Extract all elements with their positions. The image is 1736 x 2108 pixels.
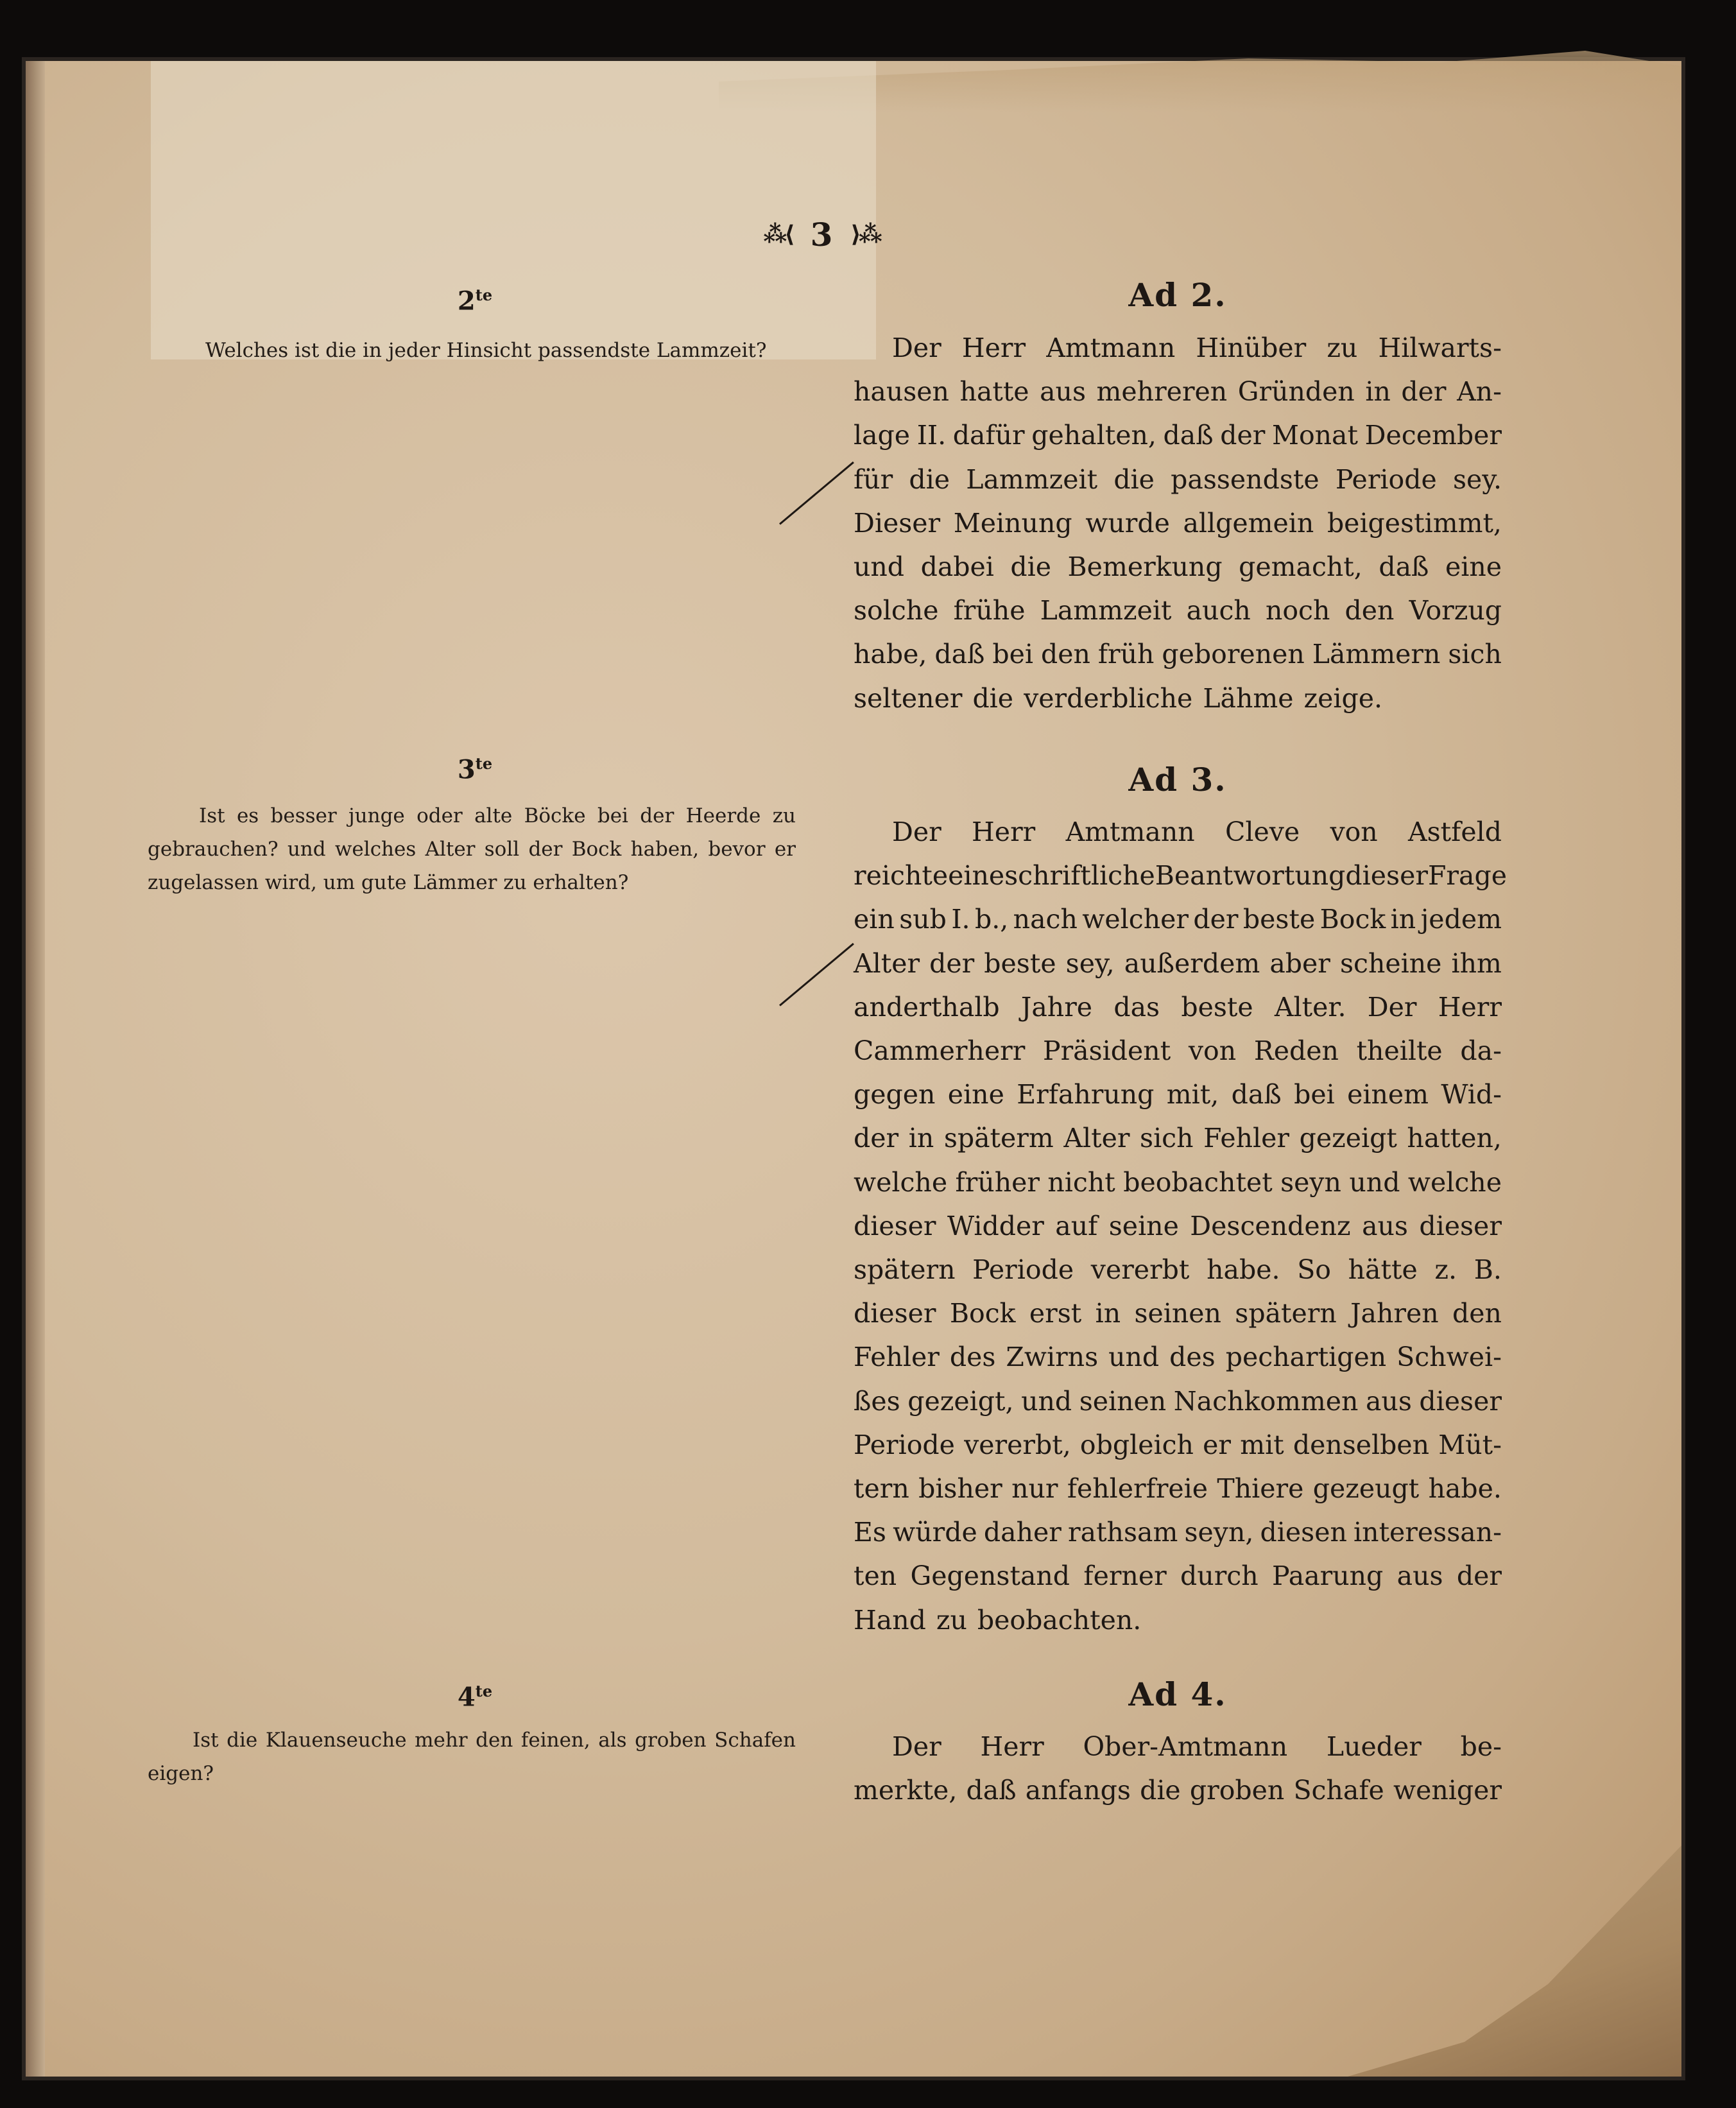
word: scheine <box>1339 947 1442 979</box>
word: denselben <box>1293 1429 1430 1460</box>
word: Cammerherr <box>854 1035 1026 1067</box>
word: den <box>1452 1298 1502 1329</box>
word: schriftliche <box>1004 860 1155 892</box>
word: habe, <box>854 639 927 670</box>
word: Widder <box>947 1210 1044 1241</box>
word: anfangs <box>1025 1775 1131 1806</box>
word: dieser <box>1419 1210 1502 1241</box>
word: dabei <box>920 551 994 583</box>
page-number: 3 <box>810 215 833 254</box>
word: des <box>949 1342 996 1373</box>
pasted-slip <box>151 61 876 359</box>
word: Thiere <box>1217 1473 1304 1505</box>
word: II. <box>916 420 947 451</box>
word: Amtmann <box>1046 333 1176 363</box>
word: Der <box>892 333 941 363</box>
word: sich <box>1448 639 1502 670</box>
text-line <box>854 545 1502 589</box>
word: Jahre <box>1020 991 1093 1023</box>
ornament-left: ⁂⟨ <box>763 221 793 248</box>
word: daß <box>1163 420 1214 451</box>
word: habe. <box>1207 1254 1280 1286</box>
word: lage <box>854 420 911 451</box>
word: zu <box>936 1604 967 1636</box>
word: Es <box>854 1517 886 1548</box>
text-line <box>854 985 1502 1029</box>
word: gehalten, <box>1031 420 1156 451</box>
word: ten <box>854 1560 897 1592</box>
word: die <box>909 463 950 495</box>
word: Lämmern <box>1312 639 1441 670</box>
word: der <box>854 1123 899 1154</box>
word: welcher <box>1082 904 1189 935</box>
word: Schafe <box>1293 1775 1384 1806</box>
word: B. <box>1474 1254 1502 1286</box>
word: Dieser <box>854 507 941 539</box>
text-line <box>854 1598 1502 1642</box>
word: So <box>1297 1254 1331 1286</box>
torn-corner <box>1348 1845 1681 2077</box>
word: früh <box>1097 639 1155 670</box>
text-line <box>854 1292 1502 1335</box>
text-line <box>854 632 1502 676</box>
word: eine <box>947 1079 1004 1110</box>
word: einem <box>1347 1079 1429 1110</box>
text-line <box>854 1335 1502 1379</box>
question-label-2 <box>436 286 513 316</box>
word: Bock <box>949 1298 1016 1329</box>
word: diesen <box>1260 1517 1347 1548</box>
word: da- <box>1460 1035 1502 1067</box>
word: sey. <box>1452 463 1502 495</box>
word: Der <box>892 1731 941 1762</box>
word: Reden <box>1253 1035 1339 1067</box>
word: Herr <box>1438 991 1502 1023</box>
word: die <box>1010 551 1052 583</box>
word: auf <box>1055 1210 1098 1241</box>
text-line <box>854 810 1502 854</box>
word: weniger <box>1393 1775 1502 1806</box>
word: in <box>1095 1298 1121 1329</box>
word: seyn, <box>1184 1517 1254 1548</box>
text-line <box>854 458 1502 501</box>
word: Herr <box>961 333 1026 363</box>
word: Lueder <box>1326 1731 1422 1762</box>
text-line <box>854 1423 1502 1467</box>
question-number: 4 <box>457 1682 476 1713</box>
word: Periode <box>854 1429 955 1460</box>
word: frühe <box>953 595 1026 626</box>
word: Amtmann <box>1065 816 1195 847</box>
word: von <box>1330 816 1378 847</box>
text-line <box>854 897 1502 941</box>
word: außerdem <box>1124 947 1260 979</box>
word: gemacht, <box>1239 551 1362 583</box>
text-line <box>854 854 1507 897</box>
word: in <box>908 1123 934 1154</box>
word: den <box>1345 595 1395 626</box>
word: b., <box>974 904 1009 935</box>
question-text-2: Welches ist die in jeder Hinsicht passendste Lammzeit? <box>205 339 767 362</box>
word: er <box>1203 1429 1232 1460</box>
word: ein <box>854 904 895 935</box>
word: allgemein <box>1183 507 1314 539</box>
word: interessan- <box>1354 1517 1502 1548</box>
word: für <box>854 463 893 495</box>
word: December <box>1364 420 1502 451</box>
word: wurde <box>1085 507 1170 539</box>
word: Herr <box>980 1731 1044 1762</box>
word: geborenen <box>1162 639 1305 670</box>
word: merkte, <box>854 1775 958 1806</box>
word: aber <box>1269 947 1330 979</box>
word: der <box>1220 420 1266 451</box>
word: daß <box>1231 1079 1282 1110</box>
text-line <box>854 1204 1502 1248</box>
word: obgleich <box>1079 1429 1194 1460</box>
answer-paragraph-2 <box>854 326 1502 720</box>
word: Alter. <box>1274 991 1346 1023</box>
word: Müt- <box>1438 1429 1502 1460</box>
word: noch <box>1265 595 1330 626</box>
word: aus <box>1362 1210 1408 1241</box>
answer-heading-2: Ad 2. <box>1128 276 1227 314</box>
answer-paragraph-4 <box>854 1725 1502 1812</box>
word: hatte <box>959 376 1029 408</box>
text-line <box>854 326 1502 370</box>
word: Bock <box>1319 904 1386 935</box>
word: beste <box>984 947 1056 979</box>
word: I. <box>951 904 970 935</box>
word: durch <box>1180 1560 1259 1592</box>
word: das <box>1113 991 1160 1023</box>
word: ferner <box>1083 1560 1167 1592</box>
word: spätern <box>1235 1298 1337 1329</box>
word: seinen <box>1079 1385 1167 1417</box>
word: Alter <box>1063 1123 1130 1154</box>
word: Hand <box>854 1604 926 1636</box>
word: Lähme <box>1203 682 1294 714</box>
word: Bemerkung <box>1067 551 1223 583</box>
word: bei <box>992 639 1034 670</box>
word: Fehler <box>1203 1123 1290 1154</box>
word: würde <box>893 1517 977 1548</box>
word: be- <box>1460 1731 1502 1762</box>
question-label-3 <box>436 754 513 784</box>
word: späterm <box>943 1123 1054 1154</box>
word: Gründen <box>1237 376 1355 408</box>
question-number: 3 <box>457 754 476 785</box>
text-line <box>854 1379 1502 1423</box>
word: groben <box>1189 1775 1285 1806</box>
word: spätern <box>854 1254 956 1286</box>
word: Periode <box>1335 463 1437 495</box>
text-line <box>854 1073 1502 1116</box>
word: und <box>854 551 905 583</box>
text-line <box>854 1467 1502 1510</box>
word: beobachten. <box>977 1604 1142 1636</box>
word: beobachtet <box>1123 1166 1273 1198</box>
word: welche <box>854 1166 948 1198</box>
word: ihm <box>1451 947 1502 979</box>
page-header <box>725 212 918 257</box>
word: rathsam <box>1068 1517 1178 1548</box>
word: erst <box>1029 1298 1082 1329</box>
word: pechartigen <box>1225 1342 1387 1373</box>
word: ßes <box>854 1385 900 1417</box>
text-line <box>854 1554 1502 1598</box>
word: beigestimmt, <box>1327 507 1502 539</box>
word: Periode <box>972 1254 1074 1286</box>
word: mit <box>1240 1429 1284 1460</box>
page-gutter <box>26 61 45 2077</box>
word: Wid- <box>1441 1079 1502 1110</box>
question-suffix: te <box>475 1682 493 1700</box>
word: aus <box>1040 376 1086 408</box>
word: und <box>1021 1385 1072 1417</box>
word: seyn <box>1280 1166 1341 1198</box>
word: sey, <box>1065 947 1115 979</box>
word: eine <box>948 860 1005 892</box>
word: die <box>972 682 1014 714</box>
word: tern <box>854 1473 909 1505</box>
word: zu <box>1327 333 1358 363</box>
word: Schwei- <box>1397 1342 1502 1373</box>
word: Herr <box>972 816 1036 847</box>
word: dafür <box>952 420 1025 451</box>
word: nicht <box>1047 1166 1115 1198</box>
word: gezeigt <box>1299 1123 1397 1154</box>
word: von <box>1188 1035 1237 1067</box>
word: daß <box>1379 551 1429 583</box>
word: welche <box>1407 1166 1502 1198</box>
word: Beantwortung <box>1155 860 1346 892</box>
word: Zwirns <box>1006 1342 1099 1373</box>
text-line <box>854 1510 1502 1554</box>
question-label-4 <box>436 1682 513 1712</box>
word: auch <box>1186 595 1251 626</box>
text-line <box>854 1161 1502 1204</box>
word: aus <box>1397 1560 1443 1592</box>
text-line <box>854 942 1502 985</box>
word: bisher <box>918 1473 1002 1505</box>
word: Erfahrung <box>1017 1079 1155 1110</box>
word: und <box>1108 1342 1160 1373</box>
word: mehreren <box>1096 376 1228 408</box>
answer-paragraph-3 <box>854 810 1507 1642</box>
word: Lammzeit <box>966 463 1098 495</box>
word: Hilwarts- <box>1378 333 1502 363</box>
word: sich <box>1140 1123 1194 1154</box>
word: anderthalb <box>854 991 1000 1023</box>
word: daher <box>983 1517 1061 1548</box>
question-text-3: Ist es besser junge oder alte Böcke bei der Heerde zu gebrauchen? und welches Alter soll der Bock haben, bevor er zugelassen wird, um gute Lämmer zu erhalten? <box>148 804 796 894</box>
text-line <box>854 1768 1502 1812</box>
word: An- <box>1457 376 1502 408</box>
word: Astfeld <box>1408 816 1502 847</box>
word: nach <box>1013 904 1078 935</box>
text-line <box>854 1725 1502 1768</box>
word: Lammzeit <box>1040 595 1172 626</box>
word: die <box>1113 463 1155 495</box>
word: und <box>1349 1166 1400 1198</box>
word: hausen <box>854 376 949 408</box>
word: Hinüber <box>1196 333 1307 363</box>
word: der <box>929 947 975 979</box>
answer-heading-3: Ad 3. <box>1128 761 1227 799</box>
word: Jahren <box>1350 1298 1439 1329</box>
question-text-4: Ist die Klauenseuche mehr den feinen, als groben Schafen eigen? <box>148 1729 796 1785</box>
word: Fehler <box>854 1342 940 1373</box>
word: Vorzug <box>1409 595 1502 626</box>
word: beste <box>1181 991 1253 1023</box>
word: die <box>1140 1775 1181 1806</box>
text-line <box>854 1029 1502 1073</box>
word: hätte <box>1348 1254 1418 1286</box>
word: beste <box>1242 904 1316 935</box>
question-suffix: te <box>475 286 493 304</box>
question-suffix: te <box>475 754 493 773</box>
word: dieser <box>1345 860 1428 892</box>
word: eine <box>1445 551 1502 583</box>
word: Der <box>892 816 941 847</box>
word: theilte <box>1356 1035 1443 1067</box>
word: Alter <box>854 947 920 979</box>
ornament-right: ⟩⁂ <box>850 221 880 248</box>
word: bei <box>1294 1079 1335 1110</box>
word: Paarung <box>1272 1560 1384 1592</box>
word: aus <box>1365 1385 1412 1417</box>
word: Descendenz <box>1190 1210 1351 1241</box>
word: Frage <box>1427 860 1507 892</box>
text-line <box>854 370 1502 413</box>
word: seine <box>1108 1210 1179 1241</box>
word: z. <box>1434 1254 1457 1286</box>
text-line <box>854 589 1502 632</box>
text-line <box>854 1116 1502 1160</box>
word: den <box>1040 639 1090 670</box>
word: Präsident <box>1043 1035 1171 1067</box>
word: Cleve <box>1225 816 1300 847</box>
word: hatten, <box>1407 1123 1502 1154</box>
word: Ober-Amtmann <box>1083 1731 1288 1762</box>
word: gegen <box>854 1079 936 1110</box>
word: passendste <box>1171 463 1319 495</box>
word: der <box>1456 1560 1502 1592</box>
word: dieser <box>854 1210 936 1241</box>
word: habe. <box>1428 1473 1502 1505</box>
word: solche <box>854 595 939 626</box>
word: vererbt, <box>964 1429 1071 1460</box>
word: daß <box>966 1775 1017 1806</box>
word: der <box>1401 376 1447 408</box>
word: gezeugt <box>1312 1473 1420 1505</box>
text-line <box>854 413 1502 457</box>
word: Monat <box>1271 420 1358 451</box>
word: der <box>1193 904 1239 935</box>
text-line <box>854 1248 1502 1292</box>
word: vererbt <box>1090 1254 1190 1286</box>
word: dieser <box>1419 1385 1502 1417</box>
word: in <box>1390 904 1416 935</box>
word: dieser <box>854 1298 936 1329</box>
word: in <box>1365 376 1391 408</box>
word: früher <box>955 1166 1040 1198</box>
word: reichte <box>854 860 949 892</box>
word: Nachkommen <box>1173 1385 1359 1417</box>
word: seltener <box>854 682 963 714</box>
word: Gegenstand <box>910 1560 1070 1592</box>
text-line <box>854 501 1502 545</box>
word: verderbliche <box>1024 682 1193 714</box>
word: des <box>1169 1342 1216 1373</box>
answer-heading-4: Ad 4. <box>1128 1675 1227 1713</box>
word: zeige. <box>1303 682 1383 714</box>
text-line <box>854 677 1502 720</box>
question-number: 2 <box>457 286 476 316</box>
word: fehlerfreie <box>1067 1473 1208 1505</box>
word: nur <box>1011 1473 1058 1505</box>
word: jedem <box>1420 904 1502 935</box>
word: seinen <box>1134 1298 1221 1329</box>
word: gezeigt, <box>907 1385 1014 1417</box>
word: mit, <box>1166 1079 1219 1110</box>
word: Meinung <box>953 507 1072 539</box>
word: Der <box>1367 991 1417 1023</box>
word: sub <box>899 904 947 935</box>
word: daß <box>934 639 985 670</box>
